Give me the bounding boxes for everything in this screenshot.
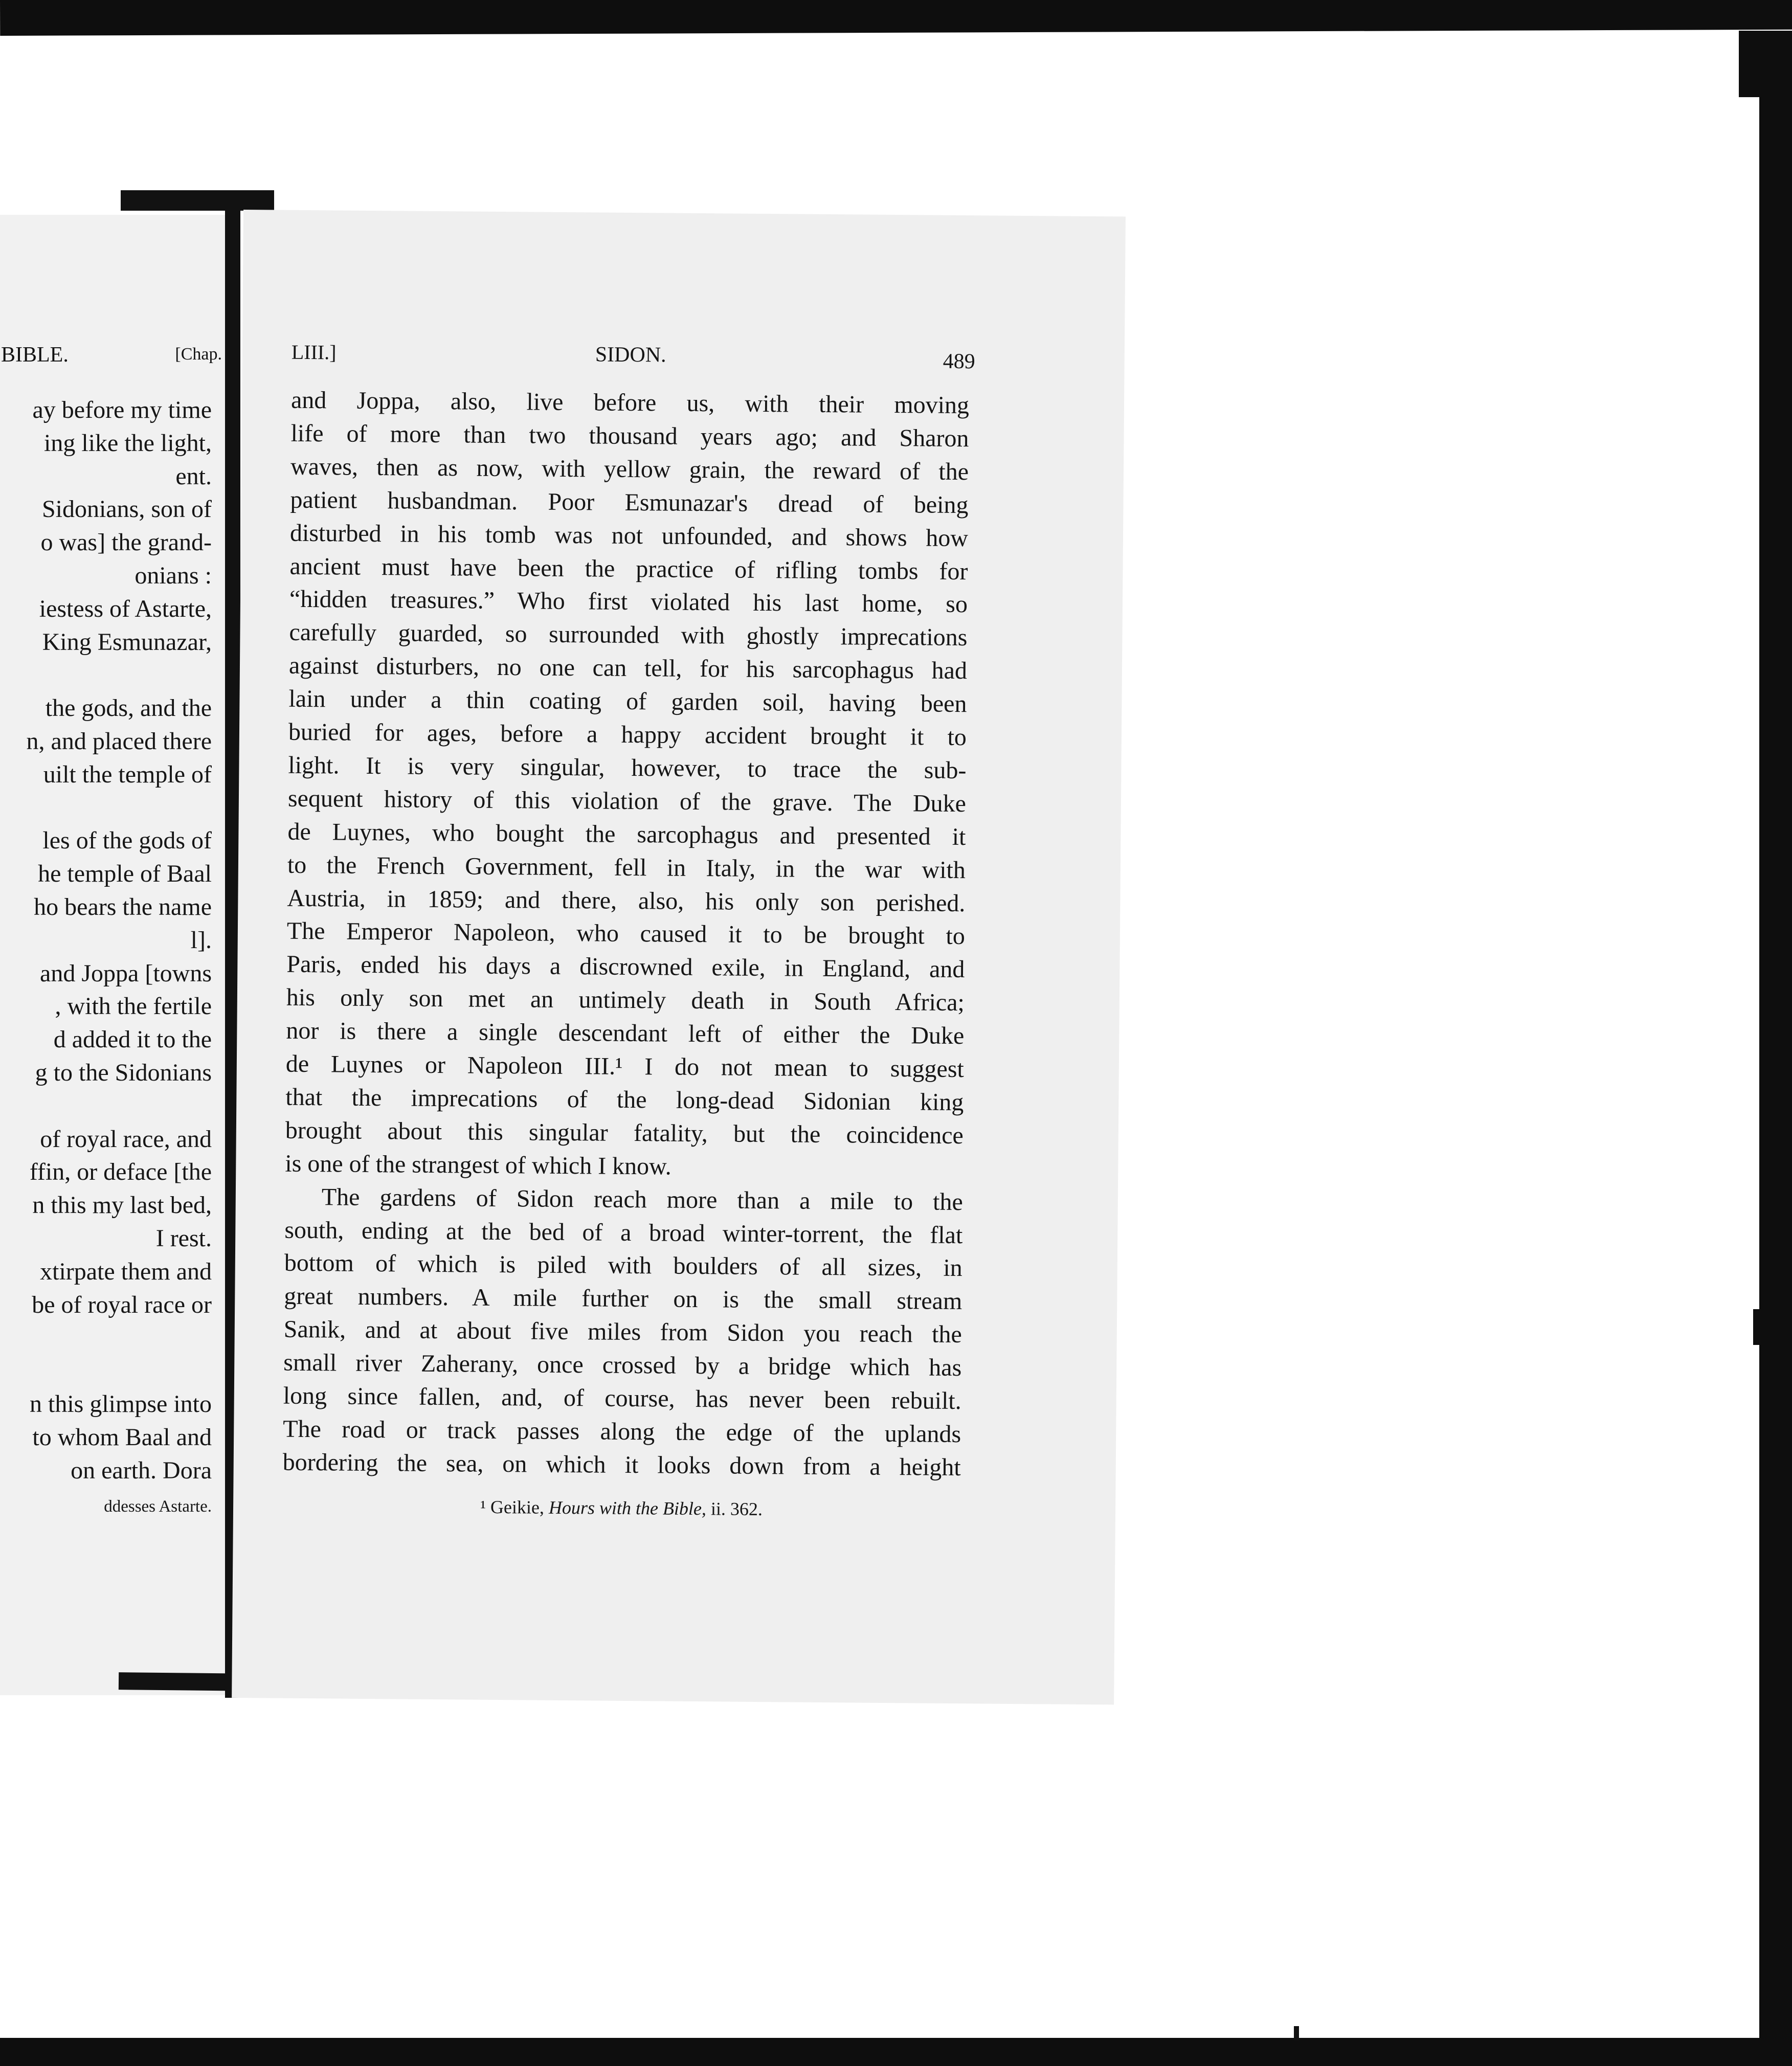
gutter-clip-top [121, 190, 274, 211]
left-text-line: uilt the temple of [43, 760, 212, 788]
body-text-line: The gardens of Sidon reach more than a mile to the [321, 1183, 964, 1216]
left-text-line: be of royal race or [32, 1291, 212, 1318]
left-running-chapter: [Chap. [175, 345, 222, 364]
left-text-line: the gods, and the [45, 694, 212, 722]
left-footnote: ddesses Astarte. [104, 1497, 212, 1516]
body-text-line: buried for ages, before a happy accident brought it to [288, 718, 967, 751]
body-text-line: Austria, in 1859; and there, also, his only son perished. [287, 884, 966, 917]
body-text-line: The Emperor Napoleon, who caused it to be brought to [286, 917, 966, 950]
left-text-line: ing like the light, [44, 429, 212, 457]
body-text-line: south, ending at the bed of a broad winter-torrent, the flat [284, 1216, 963, 1249]
right-running-title: SIDON. [595, 343, 666, 367]
left-text-line: , with the fertile [55, 993, 212, 1020]
left-text-line: xtirpate them and [40, 1257, 212, 1285]
top-border [0, 0, 1792, 36]
body-text-line: Paris, ended his days a discrowned exile, in England, and [286, 951, 965, 983]
right-border [1759, 31, 1792, 2066]
left-text-line: l]. [190, 926, 212, 954]
body-text-line: Sanik, and at about five miles from Sidon you reach the [283, 1315, 962, 1349]
body-text-line: his only son met an untimely death in South Africa; [286, 983, 965, 1017]
bottom-border [0, 2038, 1792, 2066]
left-running-title: BIBLE. [1, 343, 69, 367]
body-text-line: de Luynes, who bought the sarcophagus and presented it [287, 818, 966, 850]
body-text-line: that the imprecations of the long-dead Sidonian king [285, 1083, 964, 1116]
body-text-line: light. It is very singular, however, to trace the sub- [288, 751, 967, 784]
right-running-chapter: LIII.] [291, 340, 337, 364]
left-running-head [0, 343, 222, 373]
left-text-line: ent. [175, 462, 212, 490]
body-text-line: to the French Government, fell in Italy, in the war with [287, 851, 966, 884]
footnote-reference: ii. 362. [710, 1498, 763, 1520]
left-text-line: and Joppa [towns [40, 959, 212, 987]
left-text-line: King Esmunazar, [42, 628, 212, 656]
left-text-line: I rest. [155, 1225, 212, 1252]
left-text-line: ay before my time [32, 396, 212, 423]
body-text-line: patient husbandman. Poor Esmunazar's dread of being [290, 486, 969, 519]
body-text-line: against disturbers, no one can tell, for his sarcophagus had [288, 652, 968, 685]
body-text-line: disturbed in his tomb was not unfounded, and shows how [289, 519, 969, 552]
body-text-line: nor is there a single descendant left of either the Duke [286, 1017, 965, 1050]
page-number: 489 [943, 349, 975, 374]
right-border-tab [1753, 1309, 1763, 1345]
footnote-work: Hours with the Bible, [548, 1497, 707, 1519]
body-text-line: carefully guarded, so surrounded with ghostly imprecations [289, 619, 968, 652]
body-text-line: bottom of which is piled with boulders of all sizes, in [284, 1249, 962, 1282]
body-text-line: and Joppa, also, live before us, with their moving [290, 386, 970, 419]
left-text-line: ffin, or deface [the [29, 1158, 212, 1186]
right-footnote [282, 1495, 960, 1521]
body-text-line: “hidden treasures.” Who first violated his last home, so [289, 586, 968, 618]
left-text-line: ho bears the name [34, 893, 212, 920]
footnote-author: Geikie, [490, 1496, 545, 1518]
body-text-line: life of more than two thousand years ago; and Sharon [290, 419, 969, 453]
left-text-line: he temple of Baal [38, 860, 212, 888]
left-text-line: onians : [135, 562, 212, 589]
right-page [232, 210, 1126, 1704]
body-text-line: bordering the sea, on which it looks down from a height [282, 1448, 961, 1481]
bottom-speck [1294, 2026, 1299, 2040]
body-text-line: de Luynes or Napoleon III.¹ I do not mean to suggest [285, 1050, 965, 1083]
body-text-line: lain under a thin coating of garden soil, having been [288, 685, 967, 718]
right-border-notch [1739, 31, 1769, 97]
left-page [0, 215, 238, 1695]
left-text-line: Sidonians, son of [41, 496, 212, 523]
left-text-line: on earth. Dora [71, 1456, 212, 1484]
body-text-line: is one of the strangest of which I know. [285, 1150, 671, 1180]
left-text-line: n this glimpse into [29, 1390, 212, 1418]
body-text-line: waves, then as now, with yellow grain, the reward of the [290, 453, 969, 485]
footnote-marker: ¹ [480, 1496, 486, 1517]
left-text-line: d added it to the [53, 1026, 212, 1053]
body-text-line: brought about this singular fatality, but the coincidence [285, 1116, 964, 1149]
body-text-line: The road or track passes along the edge of the uplands [283, 1415, 961, 1448]
left-text-line: o was] the grand- [40, 529, 212, 556]
left-text-line: of royal race, and [40, 1125, 212, 1153]
left-text-line: iestess of Astarte, [39, 595, 212, 622]
left-text-line: les of the gods of [42, 827, 212, 855]
body-text-line: small river Zaherany, once crossed by a bridge which has [283, 1349, 962, 1382]
left-text-line: n, and placed there [26, 728, 212, 755]
left-text-line: g to the Sidonians [35, 1059, 212, 1086]
left-text-line: n this my last bed, [32, 1192, 212, 1219]
body-text-line: long since fallen, and, of course, has never been rebuilt. [283, 1382, 961, 1415]
left-text-line: to whom Baal and [32, 1423, 212, 1451]
body-text-line: sequent history of this violation of the grave. The Duke [287, 784, 967, 817]
body-text-line: great numbers. A mile further on is the small stream [284, 1282, 962, 1315]
body-text-line: ancient must have been the practice of rifling tombs for [289, 552, 968, 585]
